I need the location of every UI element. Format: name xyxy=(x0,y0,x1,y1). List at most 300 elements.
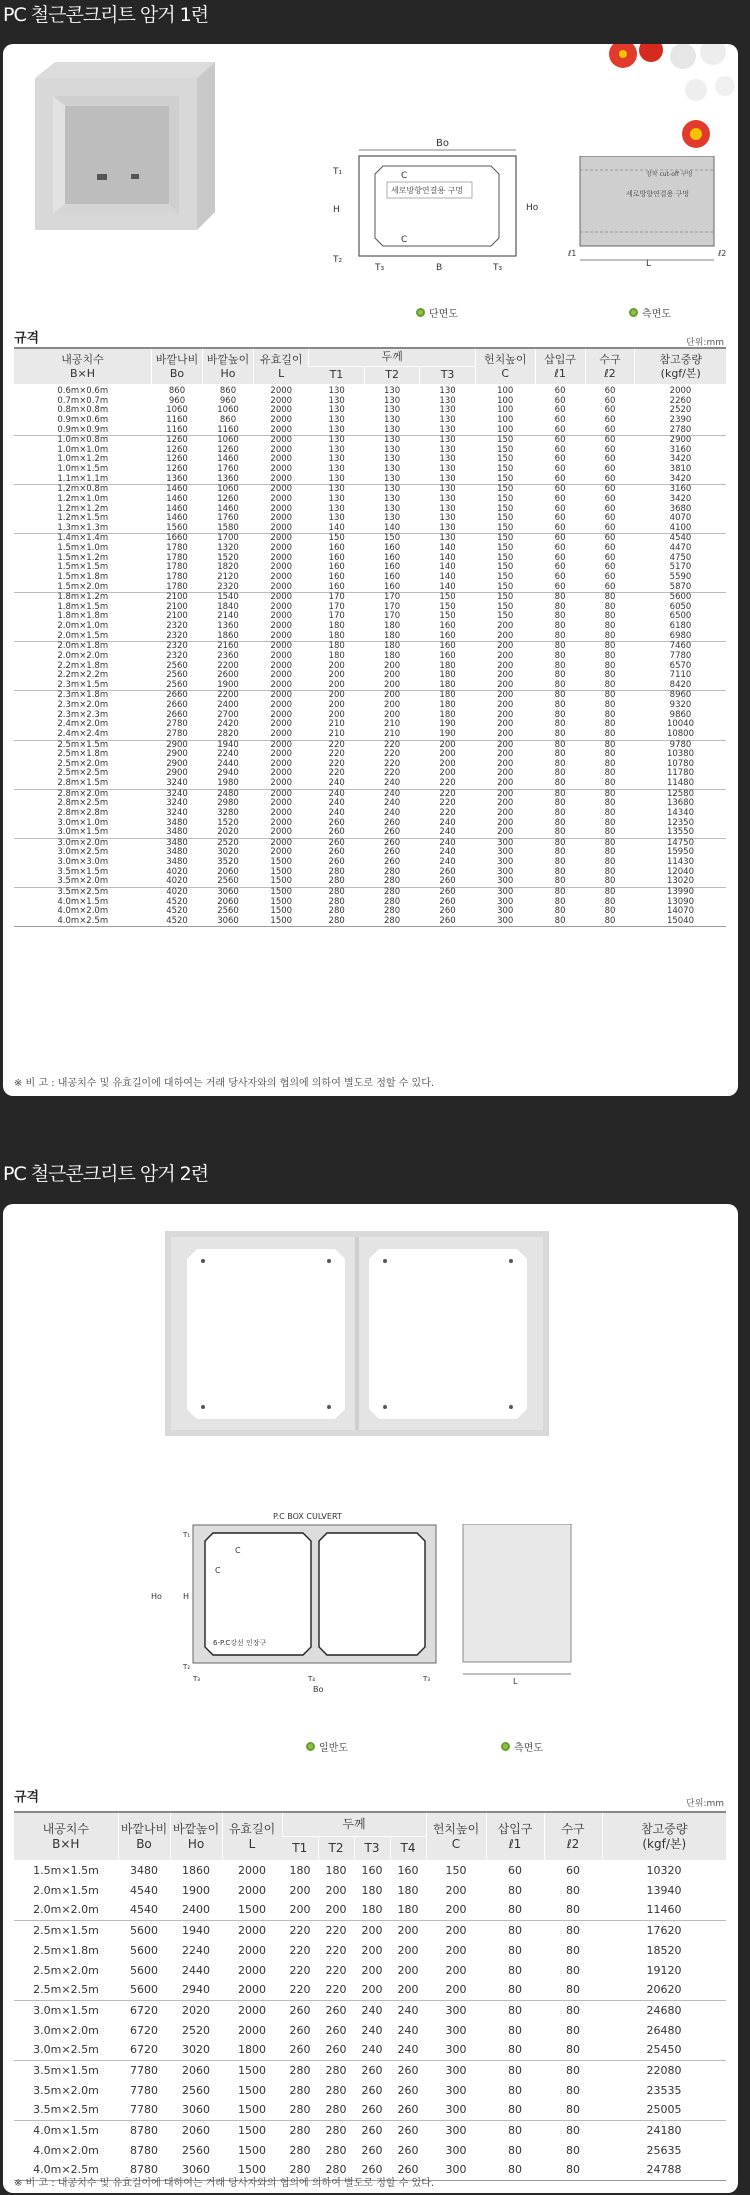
table-cell: 100 xyxy=(497,386,514,396)
table-cell: 2000 xyxy=(254,485,309,495)
table-cell: 200 xyxy=(309,691,364,701)
table-cell: 80 xyxy=(554,827,566,838)
table-cell: 130 xyxy=(328,386,345,396)
side-view-caption: 측면도 xyxy=(629,305,671,320)
table-cell: 80 xyxy=(566,1883,580,1897)
col-inner: 내공치수 B×H xyxy=(14,1812,118,1860)
table-cell: 1840 xyxy=(217,601,239,612)
table-cell: 200 xyxy=(445,1983,467,1997)
table-cell: 1780 xyxy=(166,562,188,573)
table-cell: 2560 xyxy=(166,670,188,681)
table-cell: 210 xyxy=(383,728,401,739)
table-cell: 220 xyxy=(439,778,456,788)
table-cell: 260 xyxy=(383,857,401,867)
table-cell: 1500 xyxy=(270,896,293,907)
table-cell: 60 xyxy=(554,405,566,416)
table-cell: 280 xyxy=(328,866,345,877)
table-cell: 2900 xyxy=(635,436,726,446)
table-cell: 200 xyxy=(439,768,456,779)
table-cell: 2900 xyxy=(166,768,188,779)
table-cell: 200 xyxy=(328,679,345,690)
table-cell: 80 xyxy=(604,630,616,641)
table-cell: 60 xyxy=(604,503,616,514)
table-cell: 160 xyxy=(420,642,475,652)
svg-text:H: H xyxy=(183,1592,190,1601)
table-cell: 1500 xyxy=(254,887,309,897)
table-cell: 280 xyxy=(383,896,401,907)
table-cell: 240 xyxy=(383,807,401,818)
col-t2: T2 xyxy=(318,1836,354,1860)
table-cell: 2320 xyxy=(166,630,188,641)
col-t1: T1 xyxy=(309,366,364,384)
table-cell: 130 xyxy=(383,424,401,435)
table-cell: 200 xyxy=(383,670,401,681)
table-cell: 80 xyxy=(486,2000,544,2020)
spec-table-2-body xyxy=(14,1860,726,2180)
table-cell: 80 xyxy=(604,906,616,917)
table-cell: 1360 xyxy=(217,621,239,631)
table-cell: 60 xyxy=(604,571,616,582)
col-inner: 내공치수 B×H xyxy=(14,348,152,384)
table-cell: 200 xyxy=(497,650,514,661)
table-cell: 2200 xyxy=(203,691,254,701)
table-row xyxy=(14,877,726,887)
table-cell: 60 xyxy=(554,444,566,455)
table-cell: 2560 xyxy=(217,906,239,917)
table-cell: 1980 xyxy=(217,778,239,788)
table-cell: 80 xyxy=(604,915,616,926)
table-cell: 2000 xyxy=(270,621,293,631)
table-cell: 280 xyxy=(289,2143,311,2157)
table-cell: 2780 xyxy=(669,424,692,435)
table-cell: 7780 xyxy=(130,2083,158,2097)
table-cell: 130 xyxy=(439,386,456,396)
table-cell: 130 xyxy=(383,503,401,514)
table-cell: 3.5m×2.5m xyxy=(14,887,152,897)
table-cell: 80 xyxy=(508,2083,522,2097)
table-cell: 1660 xyxy=(152,534,203,544)
table-cell: 200 xyxy=(361,1963,383,1977)
table-cell: 3060 xyxy=(182,2163,210,2177)
table-cell: 12040 xyxy=(666,866,694,877)
table-cell: 2780 xyxy=(166,728,188,739)
table-cell: 60 xyxy=(566,1863,580,1877)
table-cell: 60 xyxy=(554,543,566,553)
table-cell: 13090 xyxy=(666,896,694,907)
svg-text:T₃: T₃ xyxy=(193,1675,201,1683)
table-cell: 220 xyxy=(282,1920,318,1940)
table-cell: 2560 xyxy=(217,876,239,887)
svg-text:세로방향연결용 구멍: 세로방향연결용 구멍 xyxy=(391,186,464,195)
table-cell: 860 xyxy=(219,414,237,425)
table-cell: 2000 xyxy=(669,386,692,396)
table-cell: 130 xyxy=(328,444,345,455)
table-cell: 260 xyxy=(397,2163,419,2177)
table-cell: 260 xyxy=(420,887,475,897)
svg-text:P.C BOX CULVERT: P.C BOX CULVERT xyxy=(273,1512,342,1521)
table-cell: 2320 xyxy=(166,650,188,661)
table-cell: 180 xyxy=(397,1883,419,1897)
table-cell: 2000 xyxy=(254,789,309,799)
table-cell: 2.2m×2.2m xyxy=(57,670,109,681)
table-row xyxy=(14,1860,726,1880)
table-cell: 4.0m×2.5m xyxy=(33,2163,99,2177)
table-cell: 150 xyxy=(309,534,364,544)
table-cell: 280 xyxy=(328,906,345,917)
table-cell: 80 xyxy=(554,798,566,809)
table-cell: 220 xyxy=(325,1943,347,1957)
table-row xyxy=(14,436,726,446)
table-cell: 300 xyxy=(475,887,535,897)
table-row xyxy=(14,632,726,642)
table-row xyxy=(14,2060,726,2080)
table-cell: 200 xyxy=(497,768,514,779)
table-cell: 60 xyxy=(585,534,635,544)
table-cell: 260 xyxy=(328,817,345,828)
table-cell: 2000 xyxy=(270,503,293,514)
col-length: 유효길이 L xyxy=(222,1812,282,1860)
table-cell: 100 xyxy=(497,395,514,406)
table-cell: 13550 xyxy=(666,827,694,838)
table-cell: 1320 xyxy=(217,543,239,553)
table-cell: 3240 xyxy=(166,798,188,809)
table-cell: 1260 xyxy=(166,454,188,465)
table-cell: 2000 xyxy=(270,513,293,524)
table-cell: 80 xyxy=(544,1920,602,1940)
table-cell: 2060 xyxy=(217,866,239,877)
table-cell: 260 xyxy=(397,2083,419,2097)
table-cell: 280 xyxy=(318,2060,354,2080)
table-cell: 1.3m×1.3m xyxy=(57,522,109,533)
table-cell: 180 xyxy=(361,1883,383,1897)
table-cell: 200 xyxy=(445,1963,467,1977)
table-cell: 13020 xyxy=(666,876,694,887)
table-cell: 200 xyxy=(497,660,514,671)
table-cell: 2000 xyxy=(238,2023,266,2037)
table-row xyxy=(14,612,726,622)
spec-table-2 xyxy=(14,1811,726,2181)
table-cell: 3160 xyxy=(669,444,692,455)
table-row xyxy=(14,426,726,436)
table-cell: 140 xyxy=(439,552,456,563)
table-cell: 1760 xyxy=(217,513,239,524)
table-cell: 150 xyxy=(497,562,514,573)
table-cell: 1.8m×1.5m xyxy=(57,601,109,612)
table-cell: 260 xyxy=(383,847,401,858)
table-cell: 130 xyxy=(364,436,419,446)
table-cell: 280 xyxy=(289,2083,311,2097)
table-cell: 3.0m×2.0m xyxy=(33,2023,99,2037)
col-t1: T1 xyxy=(282,1836,318,1860)
table-row xyxy=(14,583,726,593)
col-l2: 수구 ℓ2 xyxy=(544,1812,602,1860)
table-cell: 2120 xyxy=(217,571,239,582)
table-cell: 6500 xyxy=(669,611,692,622)
table-row xyxy=(14,505,726,515)
table-cell: 80 xyxy=(604,817,616,828)
table-cell: 180 xyxy=(289,1863,311,1877)
table-cell: 1.2m×1.2m xyxy=(57,503,109,514)
table-cell: 2660 xyxy=(166,709,188,720)
table-cell: 80 xyxy=(535,691,585,701)
table-cell: 2780 xyxy=(166,719,188,730)
table-cell: 150 xyxy=(497,581,514,592)
table-cell: 2000 xyxy=(270,493,293,504)
table-cell: 3480 xyxy=(166,817,188,828)
table-cell: 200 xyxy=(497,827,514,838)
table-cell: 300 xyxy=(497,857,514,867)
table-cell: 5600 xyxy=(118,1920,170,1940)
table-cell: 170 xyxy=(309,593,364,603)
spec-label: 규격 xyxy=(14,331,40,346)
col-haunch: 헌치높이 C xyxy=(426,1812,486,1860)
table-cell: 2560 xyxy=(166,679,188,690)
table-cell: 2000 xyxy=(270,543,293,553)
table-cell: 240 xyxy=(383,798,401,809)
table-cell: 200 xyxy=(497,700,514,710)
table-row xyxy=(14,1900,726,1920)
table-cell: 1700 xyxy=(203,534,254,544)
table-cell: 60 xyxy=(554,503,566,514)
table-cell: 2660 xyxy=(152,691,203,701)
table-cell: 7780 xyxy=(118,2060,170,2080)
table-cell: 4.0m×2.0m xyxy=(57,906,109,917)
table-cell: 14750 xyxy=(635,838,726,848)
table-cell: 11780 xyxy=(666,768,694,779)
table-cell: 200 xyxy=(383,660,401,671)
table-cell: 180 xyxy=(383,630,401,641)
table-cell: 1.5m×1.2m xyxy=(57,552,109,563)
table-cell: 170 xyxy=(364,593,419,603)
table-cell: 260 xyxy=(390,2120,426,2140)
table-cell: 7460 xyxy=(635,642,726,652)
table-cell: 2000 xyxy=(254,593,309,603)
table-cell: 2000 xyxy=(270,414,293,425)
table-cell: 4070 xyxy=(669,513,692,524)
table-cell: 240 xyxy=(361,2043,383,2057)
table-cell: 150 xyxy=(497,601,514,612)
table-cell: 260 xyxy=(318,2000,354,2020)
table-cell: 1060 xyxy=(203,485,254,495)
table-cell: 13990 xyxy=(635,887,726,897)
table-cell: 60 xyxy=(535,485,585,495)
table-cell: 130 xyxy=(439,395,456,406)
table-cell: 6720 xyxy=(130,2023,158,2037)
table-cell: 2.2m×1.8m xyxy=(57,660,109,671)
table-row xyxy=(14,1960,726,1980)
table-cell: 80 xyxy=(544,2120,602,2140)
table-cell: 2000 xyxy=(270,562,293,573)
table-row xyxy=(14,1940,726,1960)
table-cell: 10320 xyxy=(646,1863,682,1877)
table-cell: 200 xyxy=(475,740,535,750)
table-cell: 260 xyxy=(361,2083,383,2097)
table-cell: 200 xyxy=(289,1883,311,1897)
table-cell: 4470 xyxy=(669,543,692,553)
table-cell: 2000 xyxy=(254,436,309,446)
table-cell: 24680 xyxy=(602,2000,726,2020)
table-cell: 80 xyxy=(566,2103,580,2117)
table-cell: 2000 xyxy=(270,660,293,671)
table-cell: 1260 xyxy=(217,444,239,455)
table-cell: 1360 xyxy=(166,473,188,484)
table-cell: 220 xyxy=(325,1983,347,1997)
svg-text:세로방향연결용 구멍: 세로방향연결용 구멍 xyxy=(626,190,690,198)
table-cell: 2000 xyxy=(254,740,309,750)
table-cell: 280 xyxy=(325,2103,347,2117)
table-cell: 240 xyxy=(354,2000,390,2020)
table-cell: 150 xyxy=(420,593,475,603)
table-cell: 60 xyxy=(554,454,566,465)
table-cell: 220 xyxy=(439,798,456,809)
table-cell: 260 xyxy=(289,2043,311,2057)
table-cell: 80 xyxy=(604,670,616,681)
table-cell: 260 xyxy=(282,2000,318,2020)
table-cell: 180 xyxy=(420,691,475,701)
table-cell: 2.0m×1.5m xyxy=(33,1883,99,1897)
table-cell: 60 xyxy=(604,552,616,563)
table-cell: 80 xyxy=(585,642,635,652)
svg-text:T₃: T₃ xyxy=(423,1675,431,1683)
table-cell: 170 xyxy=(328,611,345,622)
table-cell: 80 xyxy=(554,650,566,661)
decorative-flower-pattern xyxy=(593,44,738,154)
table-cell: 3480 xyxy=(152,838,203,848)
table-cell: 130 xyxy=(328,473,345,484)
table-cell: 2.4m×2.0m xyxy=(57,719,109,730)
table-cell: 200 xyxy=(497,728,514,739)
table-cell: 80 xyxy=(554,778,566,788)
table-cell: 2000 xyxy=(270,827,293,838)
table-cell: 80 xyxy=(566,2043,580,2057)
table-cell: 80 xyxy=(554,876,566,887)
table-cell: 2000 xyxy=(270,405,293,416)
table-cell: 160 xyxy=(328,571,345,582)
table-cell: 200 xyxy=(497,798,514,809)
table-cell: 8780 xyxy=(118,2120,170,2140)
table-cell: 2480 xyxy=(203,789,254,799)
table-cell: 130 xyxy=(328,405,345,416)
table-cell: 1860 xyxy=(182,1863,210,1877)
table-cell: 160 xyxy=(397,1863,419,1877)
table-cell: 150 xyxy=(497,473,514,484)
table-cell: 5590 xyxy=(669,571,692,582)
table-cell: 80 xyxy=(554,621,566,631)
table-cell: 6720 xyxy=(118,2000,170,2020)
table-cell: 60 xyxy=(604,386,616,396)
table-cell: 240 xyxy=(364,789,419,799)
table-cell: 1.4m×1.4m xyxy=(14,534,152,544)
table-cell: 200 xyxy=(475,789,535,799)
svg-text:C: C xyxy=(401,235,408,245)
table-cell: 80 xyxy=(604,709,616,720)
table-cell: 2000 xyxy=(270,768,293,779)
table-cell: 2980 xyxy=(217,798,239,809)
table-cell: 200 xyxy=(497,630,514,641)
table-cell: 280 xyxy=(318,2120,354,2140)
svg-text:C: C xyxy=(215,1566,221,1575)
table-cell: 1500 xyxy=(270,866,293,877)
table-cell: 160 xyxy=(383,562,401,573)
table-cell: 300 xyxy=(497,915,514,926)
table-cell: 100 xyxy=(497,424,514,435)
table-cell: 60 xyxy=(535,534,585,544)
table-cell: 60 xyxy=(554,414,566,425)
table-cell: 80 xyxy=(535,593,585,603)
table-cell: 60 xyxy=(554,395,566,406)
table-cell: 2000 xyxy=(270,817,293,828)
table-cell: 2000 xyxy=(270,709,293,720)
table-cell: 170 xyxy=(328,601,345,612)
table-cell: 4020 xyxy=(166,876,188,887)
table-cell: 13940 xyxy=(646,1883,682,1897)
table-cell: 3480 xyxy=(166,847,188,858)
table-cell: 160 xyxy=(383,571,401,582)
table-cell: 2000 xyxy=(270,728,293,739)
col-weight: 참고중량 (kgf/본) xyxy=(602,1812,726,1860)
table-cell: 300 xyxy=(445,2083,467,2097)
table-cell: 80 xyxy=(554,857,566,867)
table-cell: 210 xyxy=(328,728,345,739)
general-diagram xyxy=(143,1509,443,1694)
col-bo: 바깥나비 Bo xyxy=(152,348,203,384)
table-cell: 180 xyxy=(383,650,401,661)
table-cell: 2020 xyxy=(217,827,239,838)
table-cell: 80 xyxy=(554,807,566,818)
table-cell: 2.3m×2.0m xyxy=(57,700,109,710)
table-cell: 180 xyxy=(439,670,456,681)
table-cell: 130 xyxy=(328,464,345,474)
col-thickness: 두께 xyxy=(309,348,475,366)
table-cell: 60 xyxy=(554,552,566,563)
table-cell: 3.0m×1.0m xyxy=(57,817,109,828)
table-cell: 220 xyxy=(383,758,401,769)
table-cell: 200 xyxy=(325,1883,347,1897)
table-cell: 130 xyxy=(439,493,456,504)
table-cell: 2000 xyxy=(238,1863,266,1877)
table-cell: 80 xyxy=(544,2000,602,2020)
table-cell: 23535 xyxy=(646,2083,682,2097)
table-cell: 3020 xyxy=(217,847,239,858)
table-cell: 8780 xyxy=(130,2143,158,2157)
table-cell: 200 xyxy=(445,1903,467,1917)
table-cell: 130 xyxy=(328,424,345,435)
table-cell: 1500 xyxy=(270,915,293,926)
table-cell: 150 xyxy=(364,534,419,544)
table-cell: 280 xyxy=(325,2083,347,2097)
table-cell: 2000 xyxy=(270,581,293,592)
table-cell: 260 xyxy=(439,896,456,907)
table-cell: 220 xyxy=(289,1963,311,1977)
table-cell: 1.5m×1.5m xyxy=(33,1863,99,1877)
table-cell: 2940 xyxy=(182,1983,210,1997)
table-cell: 2000 xyxy=(254,691,309,701)
table-cell: 3160 xyxy=(635,485,726,495)
table-cell: 2200 xyxy=(217,660,239,671)
table-cell: 200 xyxy=(445,1883,467,1897)
table-cell: 1160 xyxy=(166,414,188,425)
table-cell: 130 xyxy=(309,436,364,446)
table-cell: 150 xyxy=(497,493,514,504)
table-cell: 60 xyxy=(554,522,566,533)
table-cell: 80 xyxy=(604,660,616,671)
table-cell: 130 xyxy=(383,464,401,474)
table-cell: 2400 xyxy=(217,700,239,710)
table-cell: 1060 xyxy=(166,405,188,416)
table-cell: 150 xyxy=(497,543,514,553)
table-cell: 19120 xyxy=(646,1963,682,1977)
table-cell: 6050 xyxy=(669,601,692,612)
